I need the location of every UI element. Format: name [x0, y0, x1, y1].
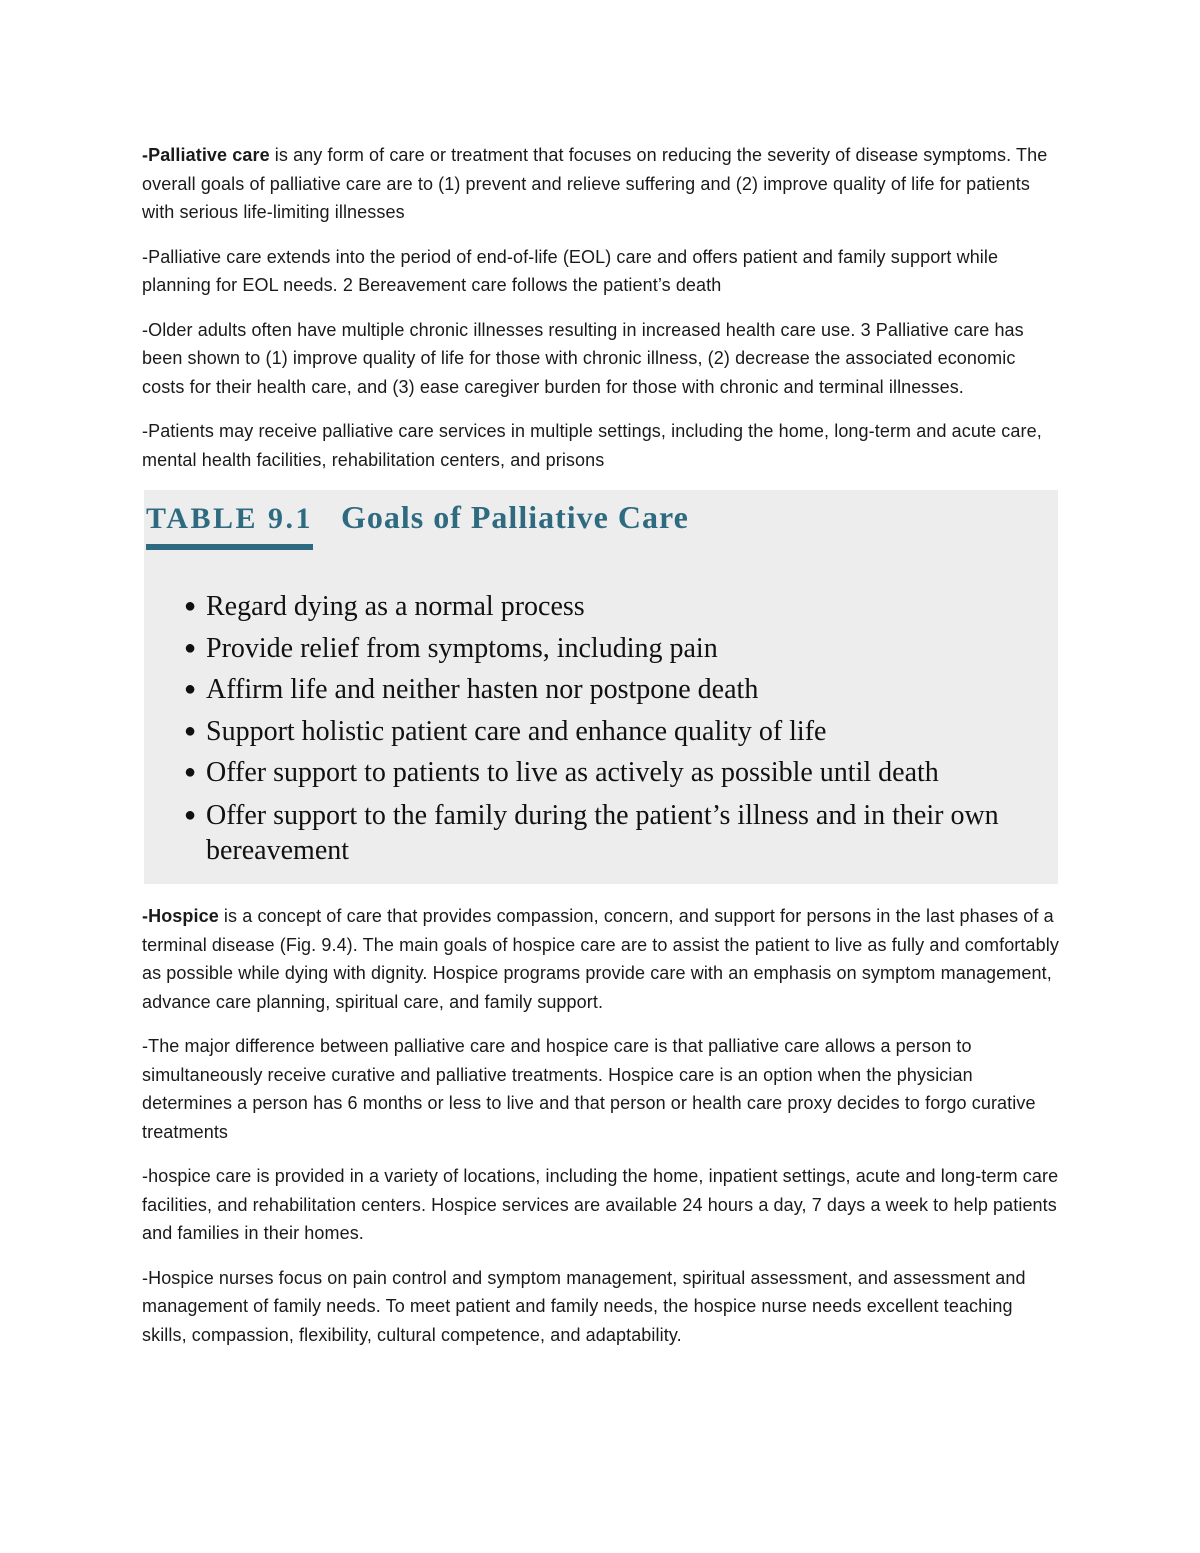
paragraph-major-difference — [142, 1032, 1062, 1146]
paragraph-text: -hospice care is provided in a variety of locations, including the home, inpatient settings, acute and long-term care facilities, and rehabilitation centers. Hospice services are available 24 hours a day, 7 days a week to help patients and families in their homes. — [142, 1166, 1059, 1243]
bullet-icon: ● — [184, 719, 197, 742]
term-palliative-care: -Palliative care — [142, 145, 270, 165]
paragraph-hospice-nurses — [142, 1264, 1062, 1350]
term-hospice: -Hospice — [142, 906, 219, 926]
goal-item: ● Offer support to patients to live as actively as possible until death — [184, 752, 1026, 794]
goal-item: ● Support holistic patient care and enhance quality of life — [184, 711, 1026, 753]
paragraph-text: -Hospice nurses focus on pain control and symptom management, spiritual assessment, and assessment and management of family needs. To meet patient and family needs, the hospice nurse needs excellent teaching skills, compassion, flexibility, cultural competence, and adaptability. — [142, 1267, 1026, 1345]
paragraph-text: -Patients may receive palliative care services in multiple settings, including the home, long-term and acute care, mental health facilities, rehabilitation centers, and prisons — [142, 421, 1042, 470]
table-header — [146, 498, 689, 550]
goals-list — [184, 586, 1026, 868]
paragraph-eol-care — [142, 243, 1062, 300]
paragraph-text: -Older adults often have multiple chronic illnesses resulting in increased health care use. 3 Palliative care has been shown to (1) improve quality of life for those with chronic illness, (2) decrease the associated economic costs for their health care, and (3) ease caregiver burden for those with chronic and terminal illnesses. — [142, 319, 1024, 397]
document-page — [142, 141, 1062, 1365]
paragraph-hospice-locations — [142, 1162, 1062, 1248]
paragraph-hospice-definition — [142, 902, 1062, 1016]
paragraph-palliative-definition — [142, 141, 1062, 227]
bullet-icon: ● — [184, 636, 197, 659]
paragraph-older-adults — [142, 316, 1062, 402]
paragraph-text: is any form of care or treatment that focuses on reducing the severity of disease symptoms. The overall goals of palliative care are to (1) prevent and relieve suffering and (2) improve quality of life for patients with serious life-limiting illnesses — [142, 145, 1048, 222]
paragraph-care-settings — [142, 417, 1062, 474]
goal-item: ● Affirm life and neither hasten nor postpone death — [184, 669, 1026, 711]
paragraph-text: -The major difference between palliative care and hospice care is that palliative care allows a person to simultaneously receive curative and palliative treatments. Hospice care is an option when the physician determines a person has 6 months or less to live and that person or health care proxy decides to forgo curative treatments — [142, 1036, 1036, 1142]
bullet-icon: ● — [184, 803, 197, 826]
bullet-icon: ● — [184, 595, 197, 617]
table-title: Goals of Palliative Care — [340, 499, 689, 535]
paragraph-text: -Palliative care extends into the period of end-of-life (EOL) care and offers patient and family support while planning for EOL needs. 2 Bereavement care follows the patient’s death — [142, 246, 999, 295]
bullet-icon: ● — [184, 761, 197, 783]
goals-table — [144, 490, 1058, 884]
goal-item: ● Regard dying as a normal process — [184, 586, 1026, 628]
bullet-icon: ● — [184, 678, 197, 700]
goal-item: ● Offer support to the family during the patient’s illness and in their own bereavement — [184, 799, 999, 866]
table-number: TABLE 9.1 — [146, 500, 313, 550]
goal-item: ● Provide relief from symptoms, including pain — [184, 628, 1026, 670]
paragraph-text: is a concept of care that provides compassion, concern, and support for persons in the last phases of a terminal disease (Fig. 9.4). The main goals of hospice care are to assist the patient to live as fully and comfortably as possible while dying with dignity. Hospice programs provide care with an emphasis on symptom management, advance care planning, spiritual care, and family support. — [142, 906, 1059, 1012]
